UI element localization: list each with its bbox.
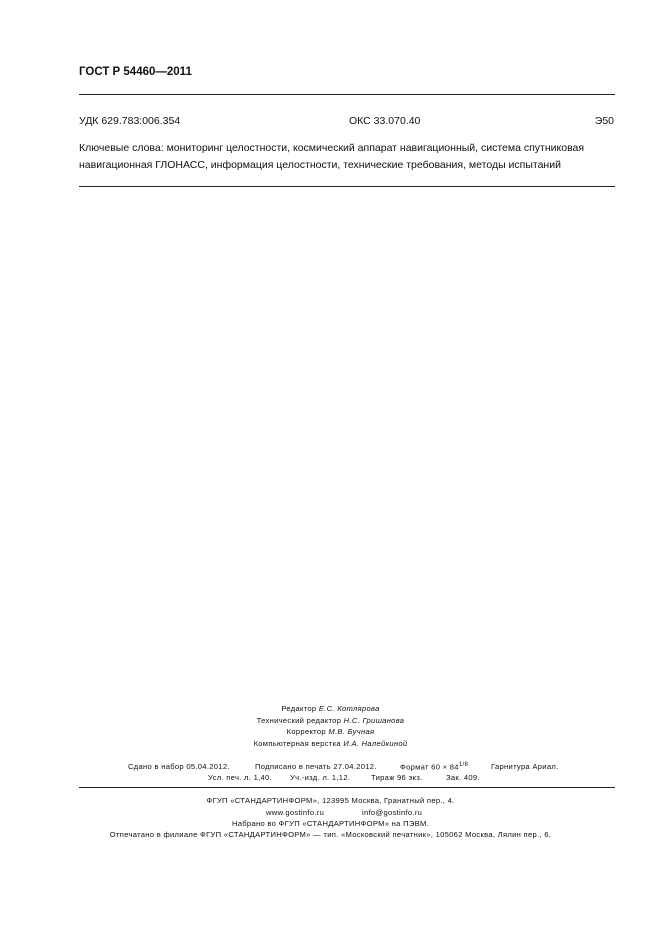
udk-code: УДК 629.783:006.354 [79, 115, 181, 127]
layout-name: И.А. Налейкиной [343, 739, 408, 748]
publisher-website: www.gostinfo.ru [266, 808, 325, 817]
oks-code: ОКС 33.070.40 [349, 115, 421, 127]
imprint-typeface: Гарнитура Ариал. [491, 762, 559, 771]
imprint-divider [79, 787, 615, 788]
keywords [79, 140, 619, 174]
imprint-sent: Сдано в набор 05.04.2012. [128, 762, 230, 771]
corrector-line [0, 727, 661, 736]
classifier-code: Э50 [594, 115, 614, 127]
editor-label: Редактор [281, 704, 317, 713]
layout-label: Компьютерная верстка [253, 739, 341, 748]
imprint-pub-sheets: Уч.-изд. л. 1,12. [290, 773, 351, 782]
corrector-name: М.В. Бучная [328, 727, 375, 736]
tech-editor-name: Н.С. Гришанова [343, 716, 405, 725]
editor-name: Е.С. Котлярова [318, 704, 380, 713]
corrector-label: Корректор [286, 727, 326, 736]
typeset-note: Набрано во ФГУП «СТАНДАРТИНФОРМ» на ПЭВМ. [231, 819, 430, 828]
keywords-text: мониторинг целостности, космический аппарат навигационный, система спутниковая навигационная ГЛОНАСС, информация целостности, технические требования, методы испытаний [79, 142, 585, 171]
tech-editor-label: Технический редактор [256, 716, 342, 725]
layout-line [0, 739, 661, 748]
printing-note: Отпечатано в филиале ФГУП «СТАНДАРТИНФОРМ» — тип. «Московский печатник», 105062 Москва, Лялин пер., 6. [109, 830, 552, 839]
format-prefix: Формат 60 × 84 [400, 762, 459, 772]
imprint-signed: Подписано в печать 27.04.2012. [255, 762, 377, 771]
tech-editor-line [0, 716, 661, 725]
imprint-circulation: Тираж 96 экз. [371, 773, 423, 782]
keywords-divider [79, 186, 615, 187]
imprint-format [400, 762, 468, 772]
editor-line [0, 704, 661, 713]
keywords-label: Ключевые слова: [79, 142, 164, 154]
publisher-address: ФГУП «СТАНДАРТИНФОРМ», 123995 Москва, Гранатный пер., 4. [206, 796, 455, 805]
standard-number: ГОСТ Р 54460—2011 [79, 66, 192, 78]
imprint-sheets: Усл. печ. л. 1,40. [208, 773, 272, 782]
imprint-order: Зак. 409. [446, 773, 480, 782]
publisher-email: info@gostinfo.ru [362, 808, 423, 817]
top-divider [79, 94, 615, 95]
format-fraction: 1/8 [458, 762, 469, 768]
